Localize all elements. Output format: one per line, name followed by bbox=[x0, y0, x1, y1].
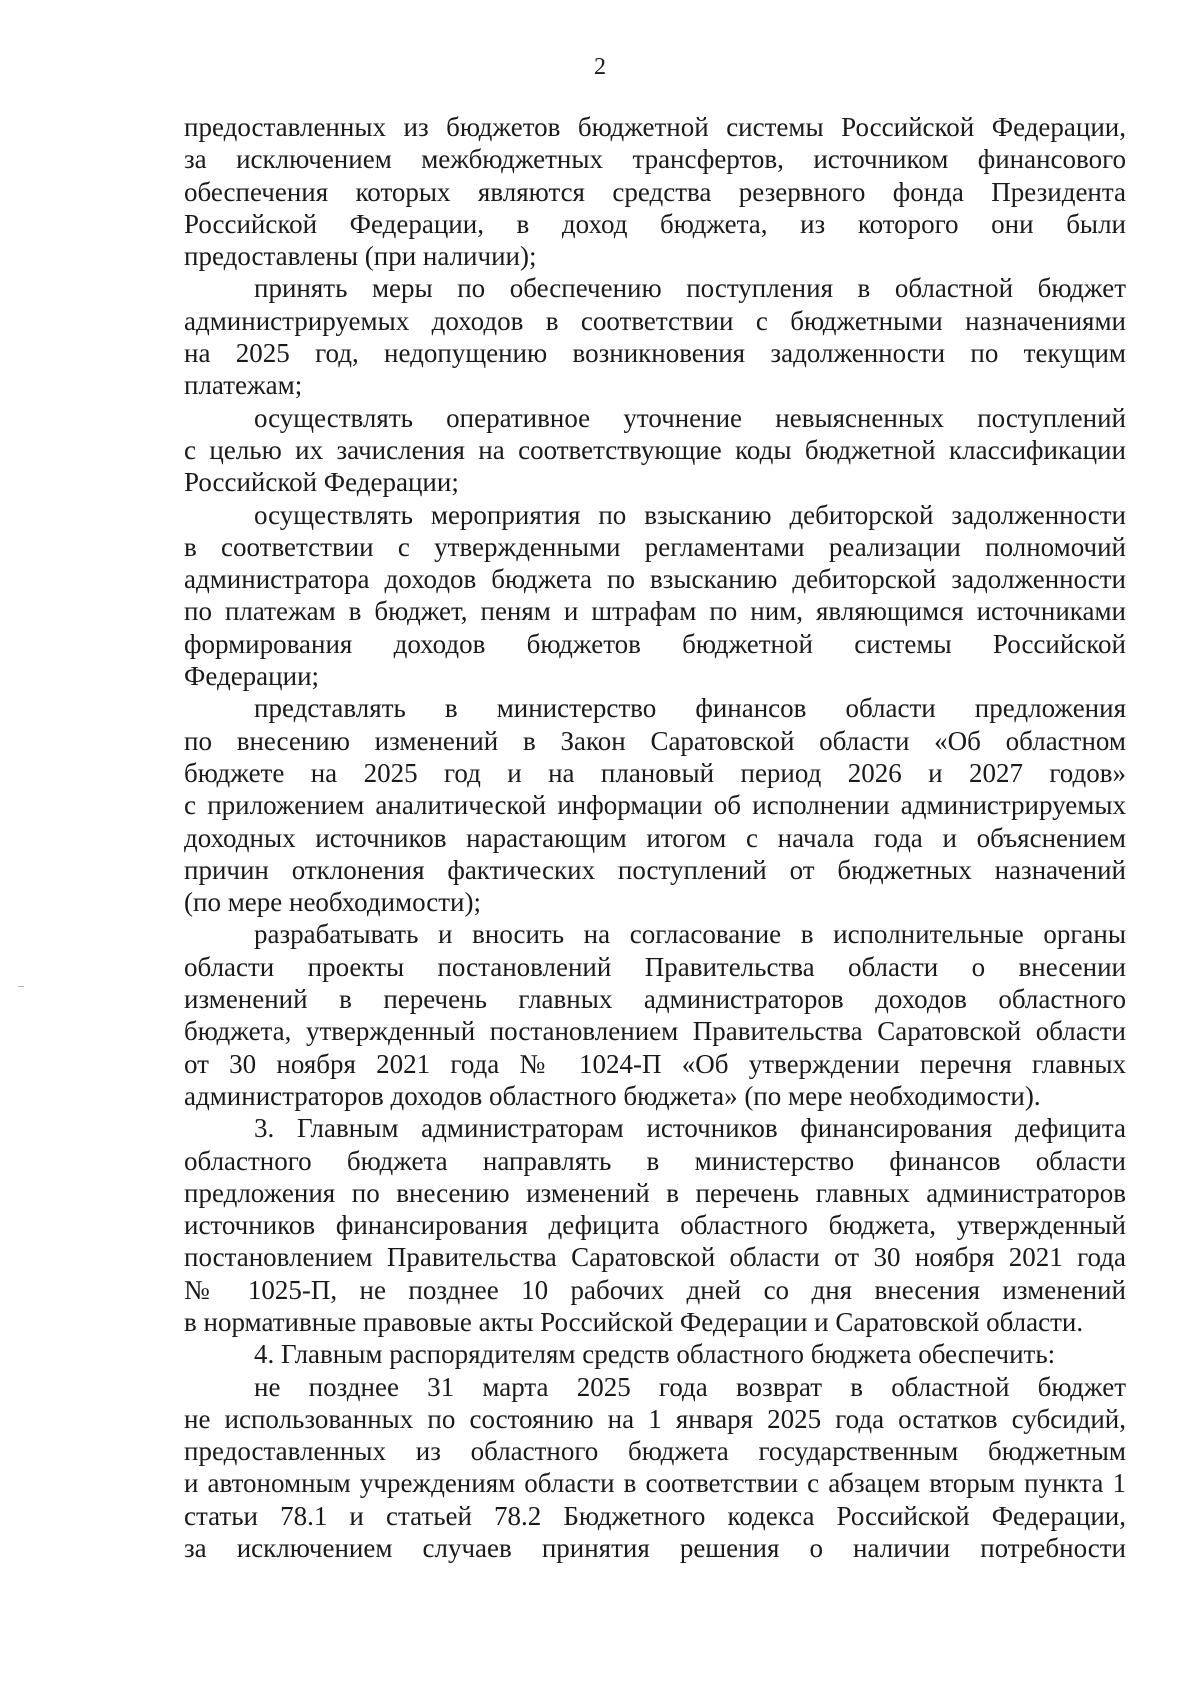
paragraph bbox=[184, 111, 1126, 272]
paragraph bbox=[184, 692, 1126, 918]
text-line: не позднее 31 марта 2025 года возврат в областной бюджет bbox=[254, 1371, 1126, 1402]
text-line: платежам; bbox=[184, 370, 303, 401]
text-line: формирования доходов бюджетов бюджетной системы Российской bbox=[184, 628, 1126, 659]
text-line: источников финансирования дефицита областного бюджета, утвержденный bbox=[184, 1210, 1126, 1241]
text-line: областного бюджета направлять в министерство финансов области bbox=[184, 1145, 1126, 1176]
text-line: Российской Федерации, в доход бюджета, из которого они были bbox=[184, 208, 1126, 239]
text-line: изменений в перечень главных администраторов доходов областного bbox=[184, 984, 1126, 1015]
text-line: администратора доходов бюджета по взысканию дебиторской задолженности bbox=[184, 564, 1126, 595]
text-line: в нормативные правовые акты Российской Федерации и Саратовской области. bbox=[184, 1306, 1084, 1337]
text-line: 3. Главным администраторам источников финансирования дефицита bbox=[254, 1113, 1126, 1144]
text-line: представлять в министерство финансов области предложения bbox=[254, 693, 1126, 724]
text-line: области проекты постановлений Правительства области о внесении bbox=[184, 951, 1126, 982]
text-line: бюджета, утвержденный постановлением Правительства Саратовской области bbox=[184, 1016, 1126, 1047]
text-line: и автономным учреждениям области в соответствии с абзацем вторым пункта 1 bbox=[184, 1468, 1126, 1499]
text-line: (по мере необходимости); bbox=[184, 887, 481, 918]
text-line: по платежам в бюджет, пеням и штрафам по ним, являющимся источниками bbox=[184, 596, 1126, 627]
numbered-paragraph bbox=[184, 1338, 1126, 1370]
page-number: 2 bbox=[594, 54, 606, 80]
text-line: за исключением случаев принятия решения о наличии потребности bbox=[184, 1533, 1126, 1564]
paragraph bbox=[184, 918, 1126, 1112]
text-line: администрируемых доходов в соответствии с бюджетными назначениями bbox=[184, 305, 1126, 336]
text-line: Федерации; bbox=[184, 661, 320, 692]
text-line: осуществлять оперативное уточнение невыясненных поступлений bbox=[254, 402, 1126, 433]
text-line: предоставленных из областного бюджета государственным бюджетным bbox=[184, 1436, 1126, 1467]
text-line: предложения по внесению изменений в перечень главных администраторов bbox=[184, 1177, 1126, 1208]
text-line: в соответствии с утвержденными регламентами реализации полномочий bbox=[184, 531, 1126, 562]
text-line: с целью их зачисления на соответствующие коды бюджетной классификации bbox=[184, 434, 1126, 465]
text-line: администраторов доходов областного бюджета» (по мере необходимости). bbox=[184, 1080, 1041, 1111]
text-line: статьи 78.1 и статьей 78.2 Бюджетного кодекса Российской Федерации, bbox=[184, 1500, 1126, 1531]
text-line: Российской Федерации; bbox=[184, 467, 459, 498]
text-line: 4. Главным распорядителям средств областного бюджета обеспечить: bbox=[254, 1339, 1056, 1370]
text-line: постановлением Правительства Саратовской области от 30 ноября 2021 года bbox=[184, 1242, 1126, 1273]
text-line: бюджете на 2025 год и на плановый период 2026 и 2027 годов» bbox=[184, 757, 1126, 788]
text-line: за исключением межбюджетных трансфертов, источником финансового bbox=[184, 144, 1126, 175]
text-line: по внесению изменений в Закон Саратовской области «Об областном bbox=[184, 725, 1126, 756]
document-body bbox=[184, 111, 1126, 1564]
text-line: доходных источников нарастающим итогом с начала года и объяснением bbox=[184, 822, 1126, 853]
text-line: осуществлять мероприятия по взысканию дебиторской задолженности bbox=[254, 499, 1126, 530]
paragraph bbox=[184, 1371, 1126, 1565]
paragraph bbox=[184, 402, 1126, 499]
text-line: с приложением аналитической информации об исполнении администрируемых bbox=[184, 790, 1126, 821]
paragraph bbox=[184, 499, 1126, 693]
text-line: причин отклонения фактических поступлений от бюджетных назначений bbox=[184, 854, 1126, 885]
text-line: предоставленных из бюджетов бюджетной системы Российской Федерации, bbox=[184, 112, 1126, 142]
text-line: предоставлены (при наличии); bbox=[184, 241, 537, 272]
text-line: № 1025-П, не позднее 10 рабочих дней со дня внесения изменений bbox=[184, 1274, 1126, 1305]
paragraph bbox=[184, 272, 1126, 401]
text-line: не использованных по состоянию на 1 января 2025 года остатков субсидий, bbox=[184, 1403, 1126, 1434]
text-line: принять меры по обеспечению поступления в областной бюджет bbox=[254, 273, 1126, 304]
text-line: обеспечения которых являются средства резервного фонда Президента bbox=[184, 176, 1126, 207]
scan-artifact bbox=[18, 986, 24, 987]
numbered-paragraph bbox=[184, 1112, 1126, 1338]
text-line: на 2025 год, недопущению возникновения задолженности по текущим bbox=[184, 338, 1126, 369]
text-line: от 30 ноября 2021 года № 1024-П «Об утверждении перечня главных bbox=[184, 1048, 1126, 1079]
text-line: разрабатывать и вносить на согласование в исполнительные органы bbox=[254, 919, 1126, 950]
